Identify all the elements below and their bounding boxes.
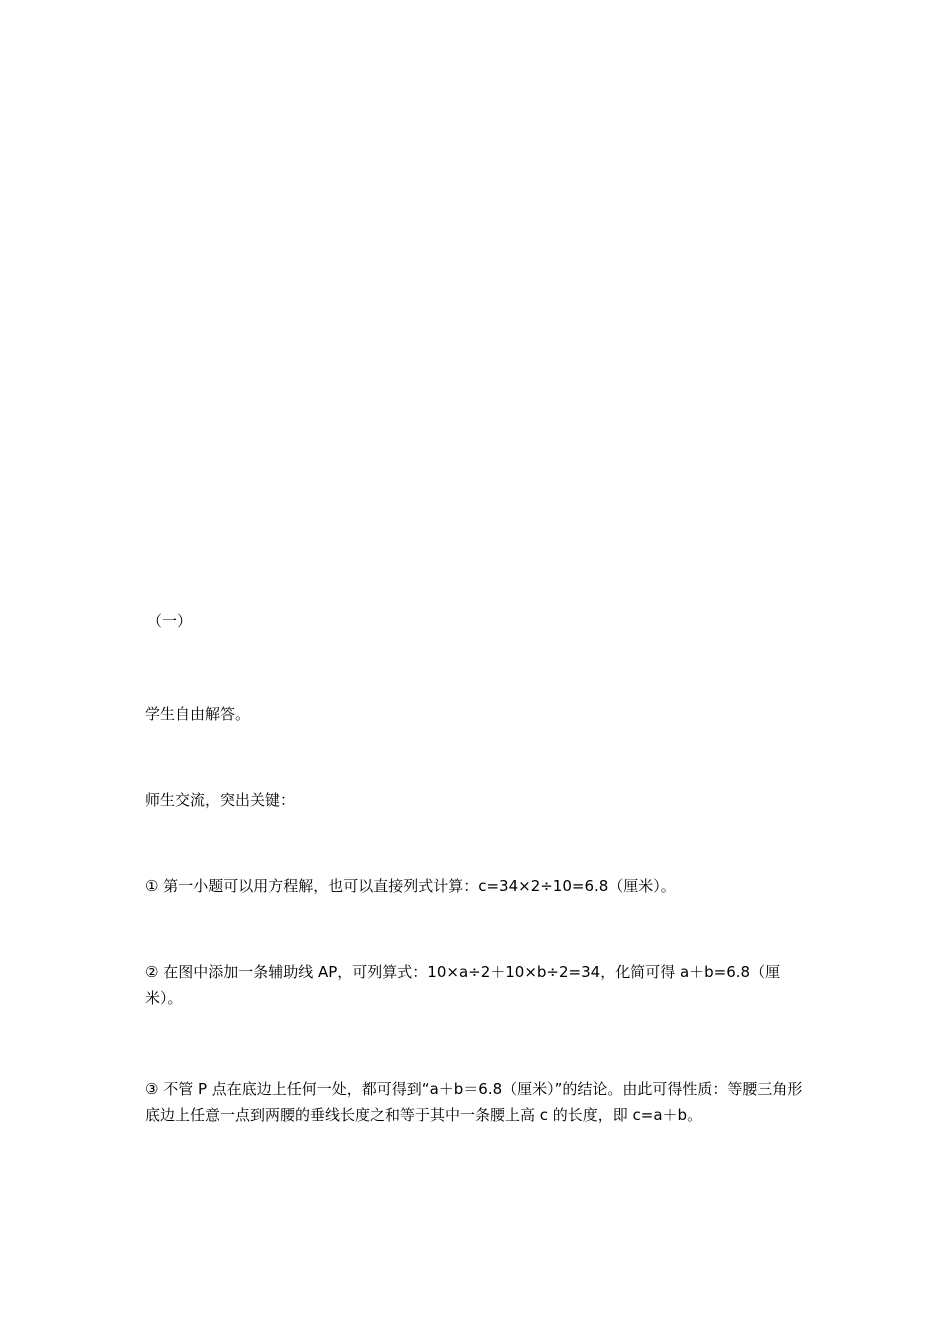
section-heading: （一） [147,612,193,630]
paragraph-point-1: ① 第一小题可以用方程解，也可以直接列式计算：c=34×2÷10=6.8（厘米）。 [145,877,676,895]
paragraph-student-answer: 学生自由解答。 [145,705,251,723]
paragraph-exchange: 师生交流，突出关键： [145,791,296,809]
paragraph-point-3: ③ 不管 P 点在底边上任何一处，都可得到“a＋b＝6.8（厘米）”的结论。由此可得性质：等腰三角形底边上任意一点到两腰的垂线长度之和等于其中一条腰上高 c 的长度，即 c=a＋b。 [145,1080,803,1124]
paragraph-point-2: ② 在图中添加一条辅助线 AP，可列算式：10×a÷2＋10×b÷2=34，化简可得 a＋b=6.8（厘米）。 [145,963,781,1007]
